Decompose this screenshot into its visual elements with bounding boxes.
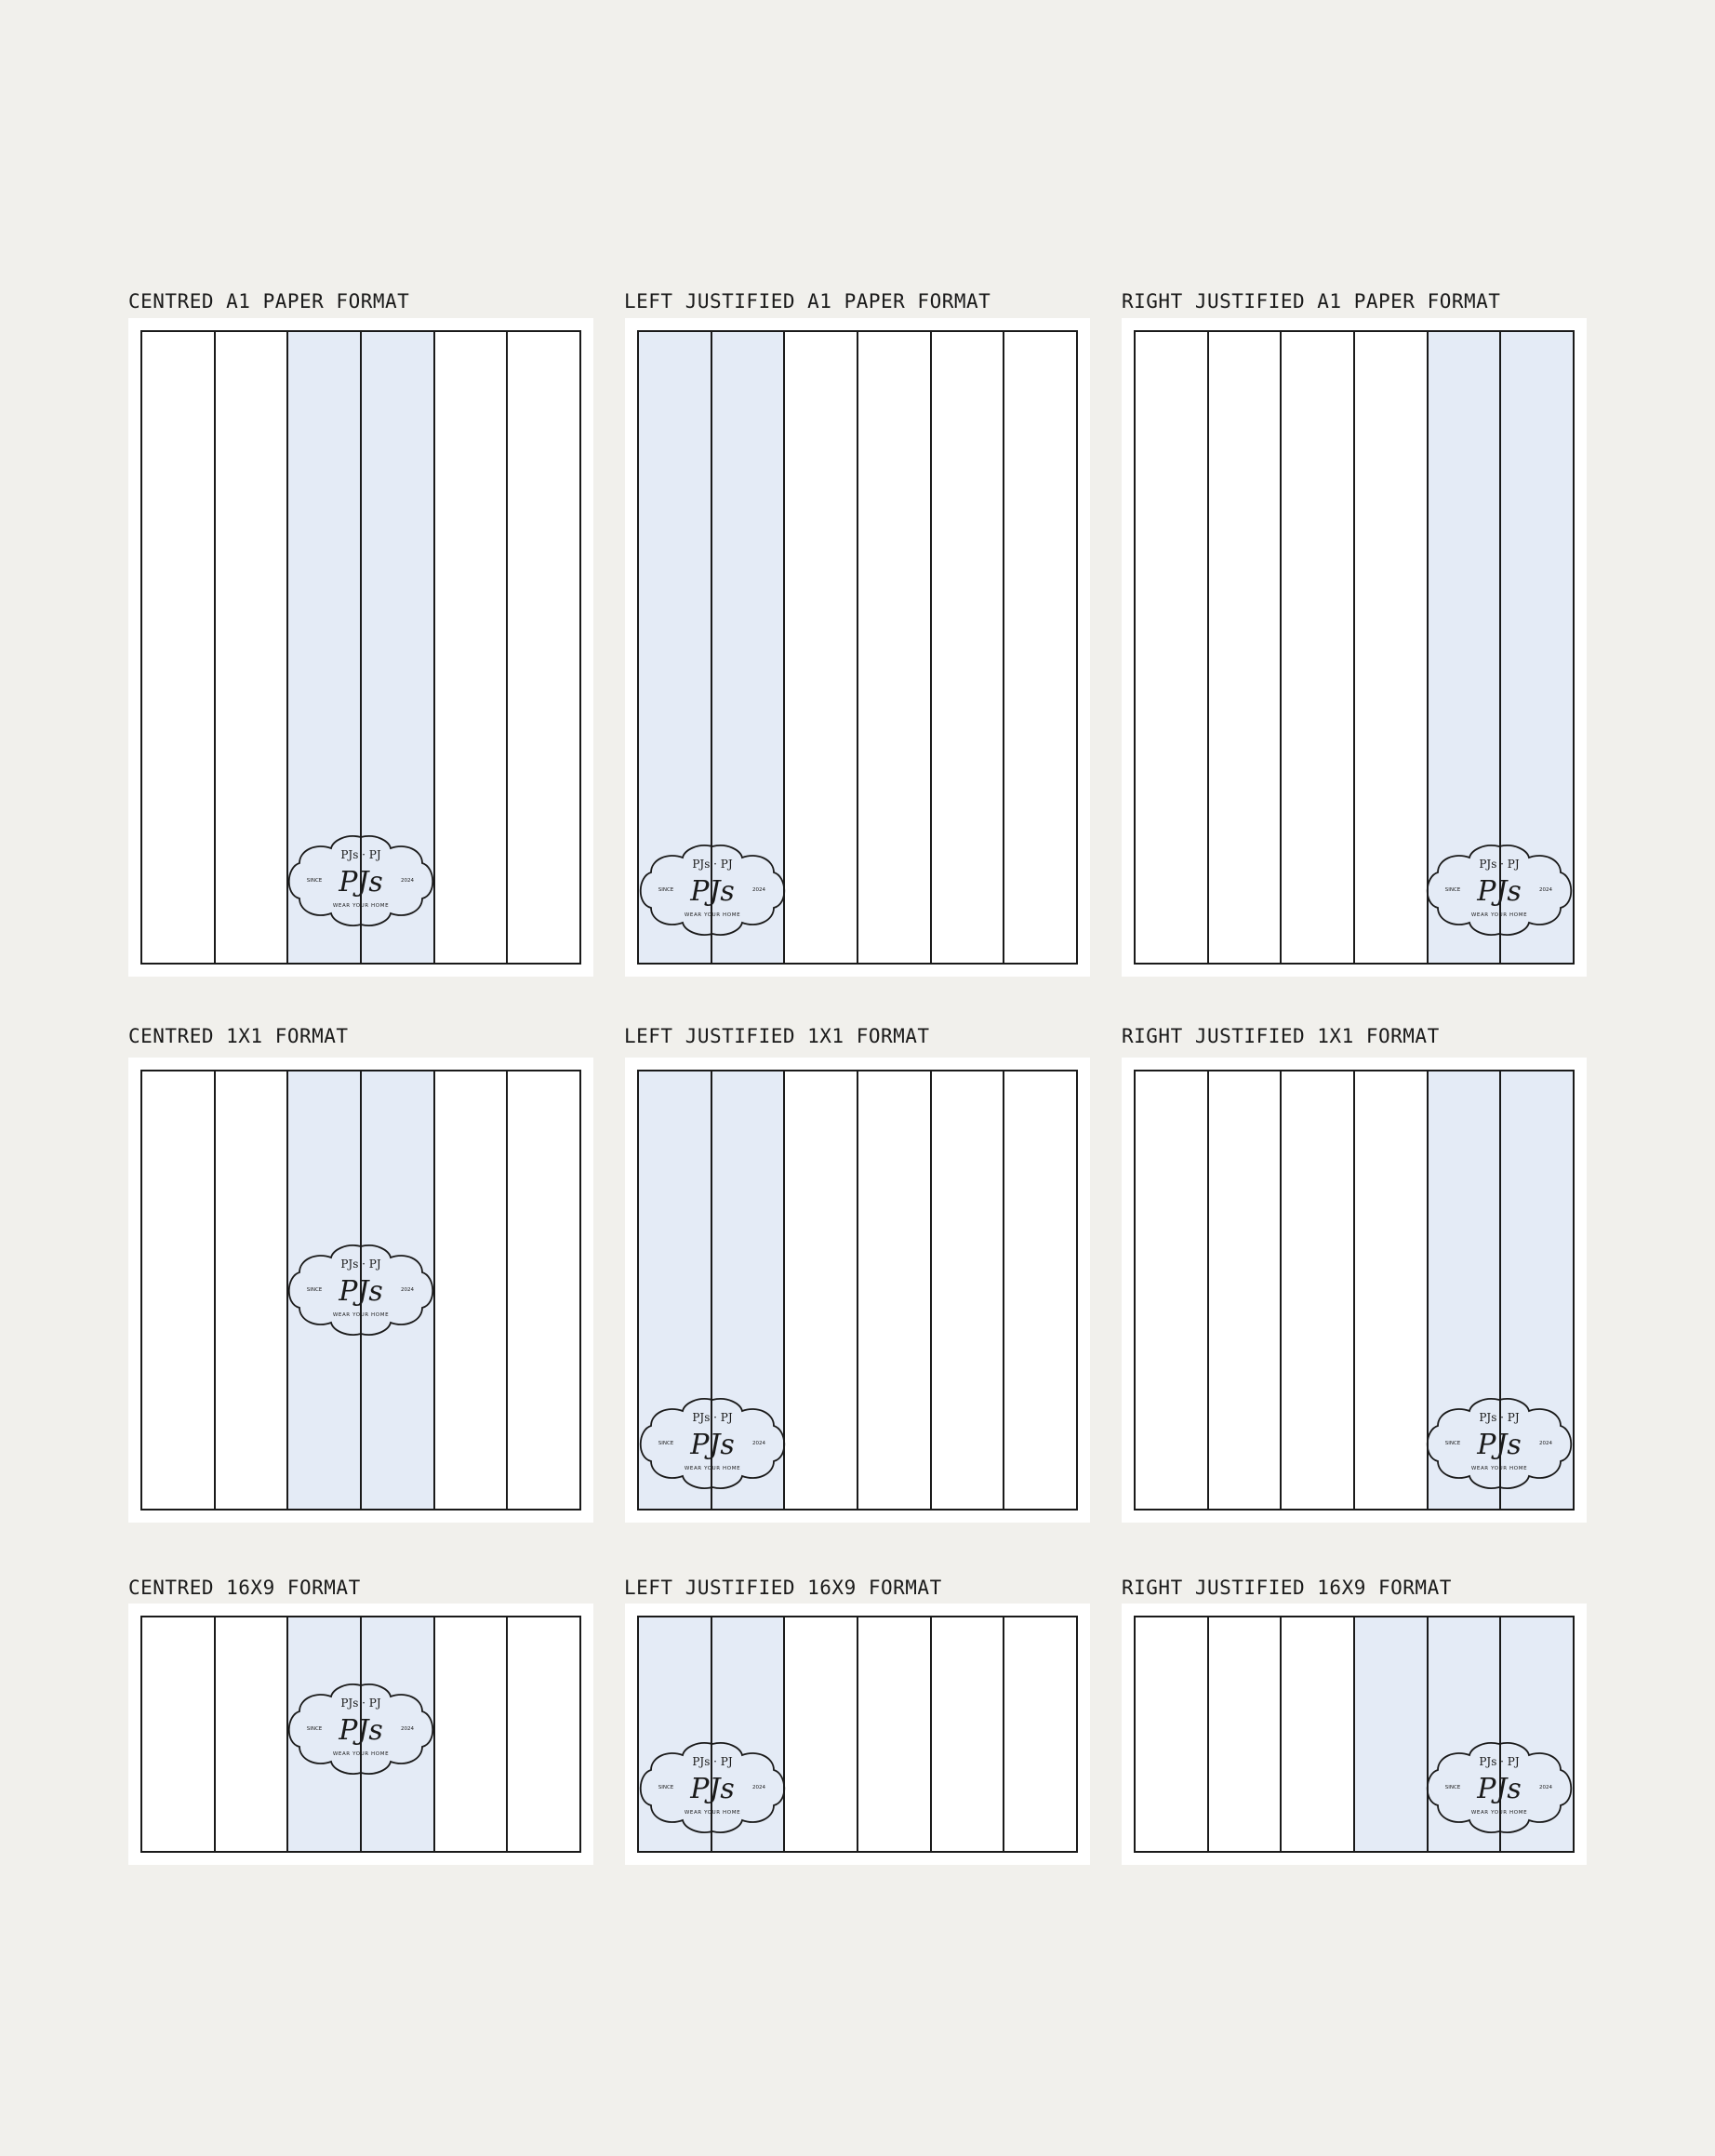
svg-text:WEAR YOUR HOME: WEAR YOUR HOME [1470, 1810, 1528, 1816]
pjs-pj-logo-icon [286, 1239, 435, 1341]
grid-column-3 [783, 1071, 857, 1509]
svg-text:2024: 2024 [1539, 1785, 1552, 1790]
svg-text:2024: 2024 [401, 1726, 414, 1732]
pjs-pj-logo-icon [1425, 1392, 1574, 1495]
pjs-pj-logo-icon [1425, 839, 1574, 941]
panel-label: CENTRED 16X9 FORMAT [128, 1577, 361, 1599]
grid-column-2 [214, 1071, 287, 1509]
grid-column-6 [506, 1617, 579, 1851]
grid-column-1 [142, 332, 214, 963]
pjs-pj-badge-logo-icon [638, 1737, 787, 1839]
grid-column-6 [506, 1071, 579, 1509]
svg-text:PJs: PJs [339, 1275, 383, 1308]
svg-text:PJs · PJ: PJs · PJ [692, 1755, 733, 1768]
svg-text:PJs: PJs [1477, 1773, 1522, 1805]
svg-text:SINCE: SINCE [658, 887, 674, 893]
grid-column-4 [857, 1071, 930, 1509]
svg-text:WEAR YOUR HOME: WEAR YOUR HOME [684, 912, 741, 918]
svg-text:PJs: PJs [690, 1773, 735, 1805]
svg-text:SINCE: SINCE [306, 878, 323, 884]
svg-text:PJs: PJs [1477, 1429, 1522, 1461]
pjs-pj-badge-logo-icon [286, 1678, 435, 1780]
panel-label: RIGHT JUSTIFIED 1X1 FORMAT [1122, 1025, 1440, 1047]
grid-column-4 [857, 1617, 930, 1851]
svg-text:SINCE: SINCE [658, 1785, 674, 1790]
pjs-pj-logo-icon [286, 830, 435, 932]
panel-label: LEFT JUSTIFIED A1 PAPER FORMAT [624, 290, 991, 313]
svg-text:SINCE: SINCE [306, 1726, 323, 1732]
grid-column-5 [930, 332, 1004, 963]
grid-column-5 [433, 1071, 507, 1509]
svg-text:SINCE: SINCE [1444, 1785, 1461, 1790]
grid-column-1 [142, 1617, 214, 1851]
pjs-pj-badge-logo-icon [638, 1392, 787, 1495]
panel-label: RIGHT JUSTIFIED A1 PAPER FORMAT [1122, 290, 1501, 313]
svg-text:SINCE: SINCE [658, 1441, 674, 1446]
grid-column-3 [1280, 1071, 1353, 1509]
svg-text:2024: 2024 [1539, 887, 1552, 893]
grid-column-3 [783, 332, 857, 963]
svg-text:SINCE: SINCE [306, 1287, 323, 1293]
grid-column-5 [433, 332, 507, 963]
svg-text:WEAR YOUR HOME: WEAR YOUR HOME [332, 903, 390, 909]
grid-column-6 [1003, 1617, 1076, 1851]
svg-text:PJs · PJ: PJs · PJ [692, 1411, 733, 1424]
svg-text:PJs · PJ: PJs · PJ [1479, 1755, 1520, 1768]
svg-text:PJs · PJ: PJs · PJ [1479, 858, 1520, 871]
grid-column-2 [214, 1617, 287, 1851]
svg-text:WEAR YOUR HOME: WEAR YOUR HOME [684, 1810, 741, 1816]
svg-text:SINCE: SINCE [1444, 887, 1461, 893]
grid-column-2 [1207, 1617, 1281, 1851]
grid-column-1 [1136, 1071, 1207, 1509]
svg-text:PJs: PJs [339, 1714, 383, 1747]
grid-column-5 [930, 1071, 1004, 1509]
format-card [1122, 1058, 1587, 1523]
format-card [1122, 1604, 1587, 1865]
grid-column-5 [433, 1617, 507, 1851]
pjs-pj-logo-icon [638, 839, 787, 941]
grid-column-2 [1207, 332, 1281, 963]
panel-label: CENTRED A1 PAPER FORMAT [128, 290, 410, 313]
panel-label: LEFT JUSTIFIED 1X1 FORMAT [624, 1025, 930, 1047]
svg-text:PJs: PJs [690, 875, 735, 908]
grid-column-4 [857, 332, 930, 963]
grid-column-1 [1136, 1617, 1207, 1851]
format-card [625, 318, 1090, 977]
panel-label: LEFT JUSTIFIED 16X9 FORMAT [624, 1577, 942, 1599]
svg-text:2024: 2024 [752, 1441, 765, 1446]
svg-text:WEAR YOUR HOME: WEAR YOUR HOME [684, 1466, 741, 1471]
format-card [128, 1058, 593, 1523]
pjs-pj-badge-logo-icon [1425, 1737, 1574, 1839]
grid-column-4 [1353, 1071, 1427, 1509]
panel-label: RIGHT JUSTIFIED 16X9 FORMAT [1122, 1577, 1452, 1599]
svg-text:PJs · PJ: PJs · PJ [340, 848, 381, 861]
svg-text:SINCE: SINCE [1444, 1441, 1461, 1446]
pjs-pj-badge-logo-icon [1425, 839, 1574, 941]
format-card [128, 1604, 593, 1865]
pjs-pj-badge-logo-icon [638, 839, 787, 941]
grid-column-2 [214, 332, 287, 963]
svg-text:PJs · PJ: PJs · PJ [1479, 1411, 1520, 1424]
svg-text:PJs · PJ: PJs · PJ [340, 1258, 381, 1271]
grid-column-6 [1003, 332, 1076, 963]
format-card [128, 318, 593, 977]
grid-column-1 [1136, 332, 1207, 963]
svg-text:PJs · PJ: PJs · PJ [340, 1697, 381, 1710]
grid-column-3 [1280, 332, 1353, 963]
pjs-pj-badge-logo-icon [1425, 1392, 1574, 1495]
pjs-pj-logo-icon [286, 1678, 435, 1780]
svg-text:WEAR YOUR HOME: WEAR YOUR HOME [1470, 1466, 1528, 1471]
grid-column-6 [1003, 1071, 1076, 1509]
panel-label: CENTRED 1X1 FORMAT [128, 1025, 349, 1047]
svg-text:2024: 2024 [752, 887, 765, 893]
svg-text:PJs: PJs [1477, 875, 1522, 908]
svg-text:WEAR YOUR HOME: WEAR YOUR HOME [1470, 912, 1528, 918]
pjs-pj-badge-logo-icon [286, 830, 435, 932]
pjs-pj-logo-icon [638, 1737, 787, 1839]
grid-column-1 [142, 1071, 214, 1509]
pjs-pj-badge-logo-icon [286, 1239, 435, 1341]
svg-text:2024: 2024 [401, 1287, 414, 1293]
grid-column-3 [1280, 1617, 1353, 1851]
grid-column-6 [506, 332, 579, 963]
svg-text:2024: 2024 [752, 1785, 765, 1790]
pjs-pj-logo-icon [1425, 1737, 1574, 1839]
format-card [625, 1604, 1090, 1865]
svg-text:PJs: PJs [339, 866, 383, 898]
format-card [625, 1058, 1090, 1523]
grid-column-3 [783, 1617, 857, 1851]
svg-text:PJs · PJ: PJs · PJ [692, 858, 733, 871]
svg-text:WEAR YOUR HOME: WEAR YOUR HOME [332, 1751, 390, 1757]
svg-text:2024: 2024 [1539, 1441, 1552, 1446]
grid-column-4 [1353, 332, 1427, 963]
grid-column-4 [1353, 1617, 1427, 1851]
pjs-pj-logo-icon [638, 1392, 787, 1495]
svg-text:PJs: PJs [690, 1429, 735, 1461]
svg-text:2024: 2024 [401, 878, 414, 884]
grid-column-5 [930, 1617, 1004, 1851]
grid-column-2 [1207, 1071, 1281, 1509]
svg-text:WEAR YOUR HOME: WEAR YOUR HOME [332, 1312, 390, 1318]
format-card [1122, 318, 1587, 977]
